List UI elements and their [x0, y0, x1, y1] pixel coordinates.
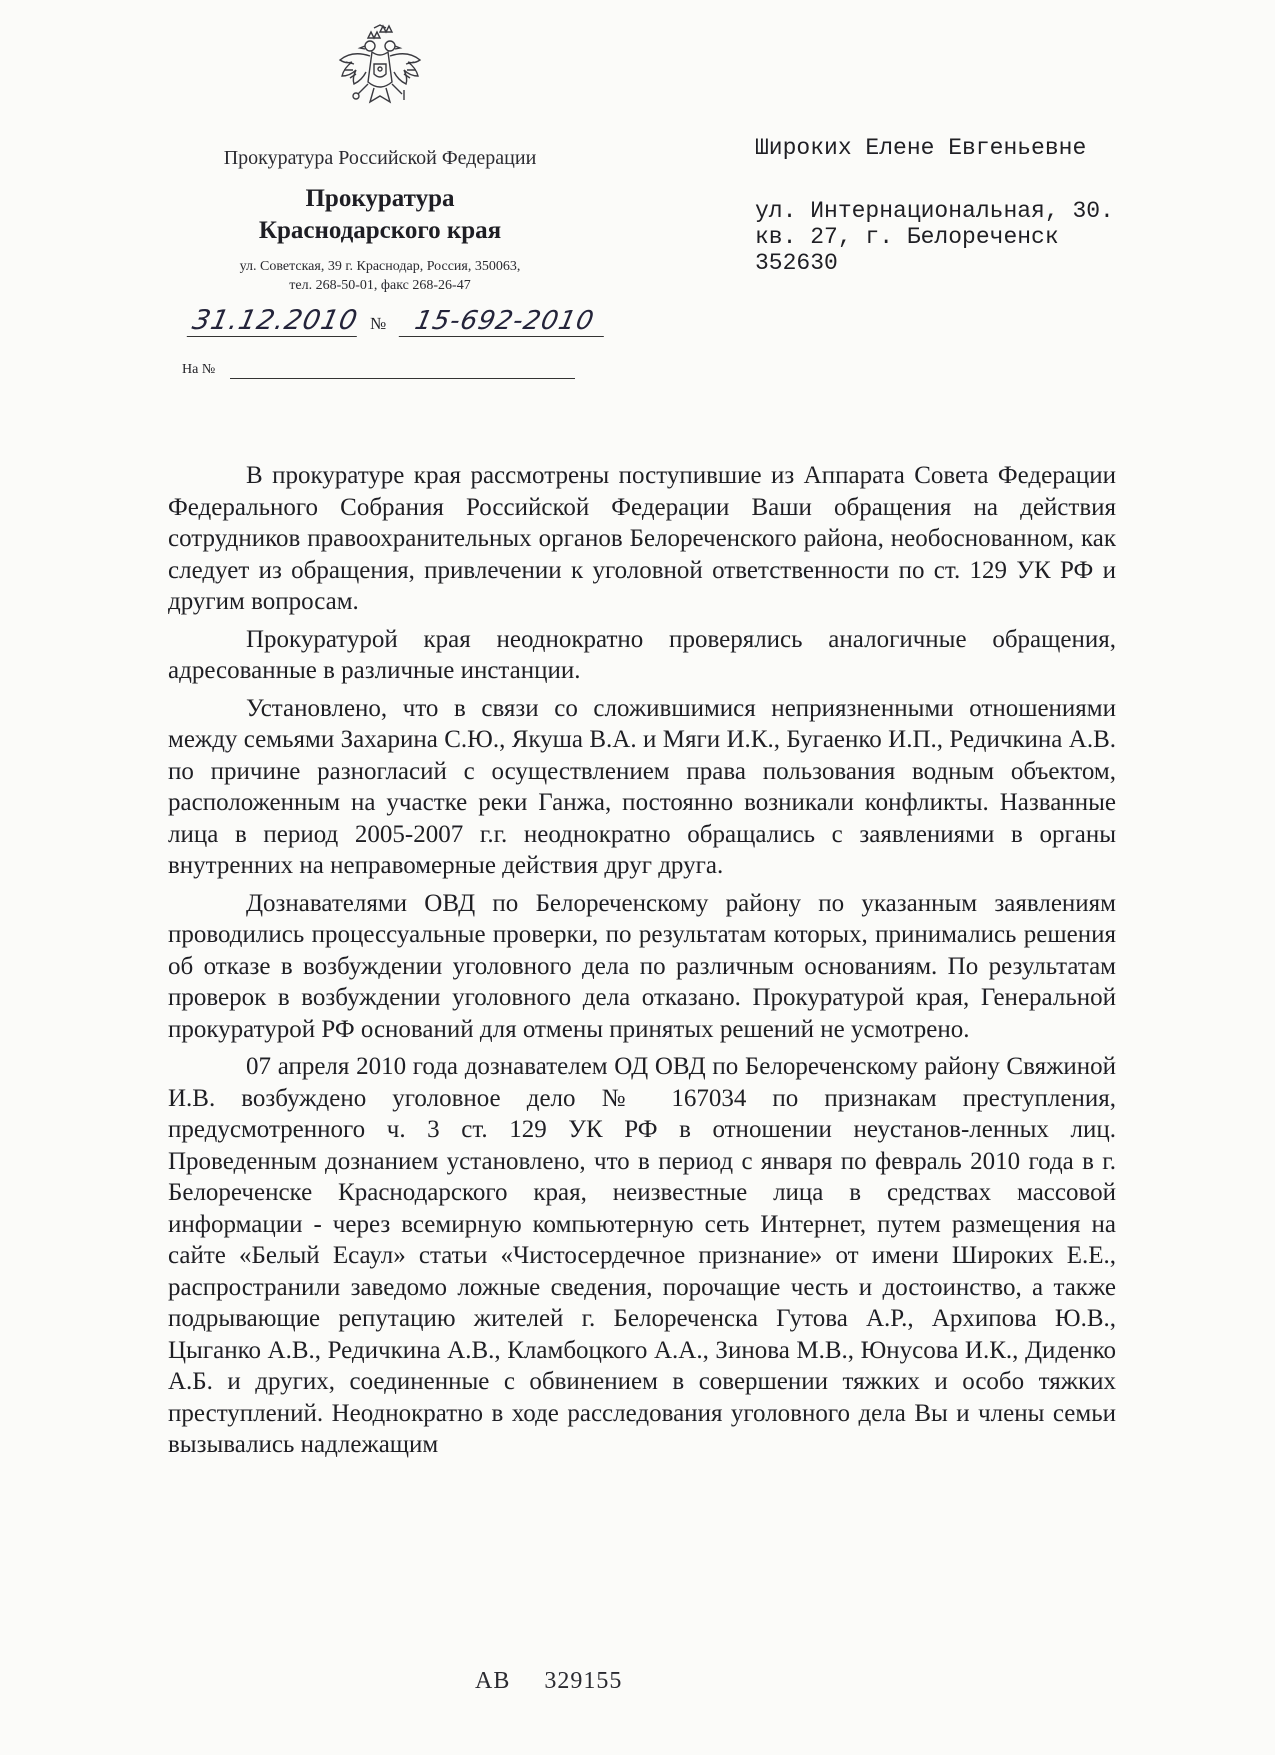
paragraph: 07 апреля 2010 года дознавателем ОД ОВД по Белореченскому району Свяжиной И.В. возбуждено уголовное дело № 167034 по признакам преступления, предусмотренного ч. 3 ст. 129 УК РФ в отношении неустанов-ленных лиц. Проведенным дознанием установлено, что в период с января по февраль 2010 года в г. Белореченске Краснодарского края, неизвестные лица в средствах массовой информации - через всемирную компьютерную сеть Интернет, путем размещения на сайте «Белый Есаул» статьи «Чистосердечное признание» от имени Широких Е.Е., распространили заведомо ложные сведения, порочащие честь и достоинство, а также подрывающие репутацию жителей г. Белореченска Гутова А.Р., Архипова Ю.В., Цыганко А.В., Редичкина А.В., Кламбоцкого А.А., Зинова М.В., Юнусова И.К., Диденко А.Б. и других, соединенные с обвинением в совершении тяжких и особо тяжких преступлений. Неоднократно в ходе расследования уголовного дела Вы и члены семьи вызывались надлежащим: [168, 1053, 1116, 1458]
letterhead: [150, 145, 610, 295]
org-address-line2: тел. 268-50-01, факс 268-26-47: [289, 278, 471, 293]
org-address-line1: ул. Советская, 39 г. Краснодар, Россия, 350063,: [239, 259, 521, 274]
addressee-city: кв. 27, г. Белореченск: [755, 224, 1059, 250]
org-federal: Прокуратура Российской Федерации: [223, 147, 537, 169]
letter-body: [168, 460, 1116, 1467]
reply-label: На №: [182, 362, 216, 377]
form-code: [475, 1668, 622, 1695]
number-sign: №: [370, 314, 387, 333]
org-name-line2: Краснодарского края: [258, 217, 502, 244]
paragraph: Дознавателями ОВД по Белореченскому району по указанным заявлениям проводились процессуальные проверки, по результатам которых, принимались решения об отказе в возбуждении уголовного дела по различным основаниям. По результатам проверок в возбуждении уголовного дела отказано. Прокуратурой края, Генеральной прокуратурой РФ оснований для отмены принятых решений не усмотрено.: [168, 889, 1116, 1043]
addressee-postcode: 352630: [755, 250, 838, 276]
double-headed-eagle-icon: [330, 24, 430, 124]
outgoing-number: 15-692-2010: [399, 306, 611, 337]
addressee-name: Широких Елене Евгеньевне: [755, 135, 1087, 161]
paragraph: В прокуратуре края рассмотрены поступившие из Аппарата Совета Федерации Федерального Собрания Российской Федерации Ваши обращения на действия сотрудников правоохранительных органов Белореченского района, необоснованном, как следует из обращения, привлечении к уголовной ответственности по ст. 129 УК РФ и другим вопросам.: [168, 462, 1116, 615]
form-series: АВ: [475, 1668, 511, 1694]
org-name-line1: Прокуратура: [305, 185, 455, 212]
paragraph: Прокуратурой края неоднократно проверялись аналогичные обращения, адресованные в различные инстанции.: [168, 625, 1116, 684]
addressee-street: ул. Интернациональная, 30.: [755, 198, 1114, 224]
outgoing-date: 31.12.2010: [187, 306, 364, 337]
paragraph: Установлено, что в связи со сложившимися неприязненными отношениями между семьями Захарина С.Ю., Якуша В.А. и Мяги И.К., Бугаенко И.П., Редичкина А.В. по причине разногласий с осуществлением права пользования водным объектом, расположенным на участке реки Ганжа, постоянно возникали конфликты. Названные лица в период 2005-2007 г.г. неоднократно обращались с заявлениями в органы внутренних на неправомерные действия друг друга.: [168, 694, 1116, 879]
registration-line: [190, 306, 620, 342]
form-number: 329155: [544, 1668, 623, 1694]
reply-reference-line: [182, 360, 577, 382]
reply-blank: [230, 360, 575, 379]
addressee: [755, 133, 1175, 276]
